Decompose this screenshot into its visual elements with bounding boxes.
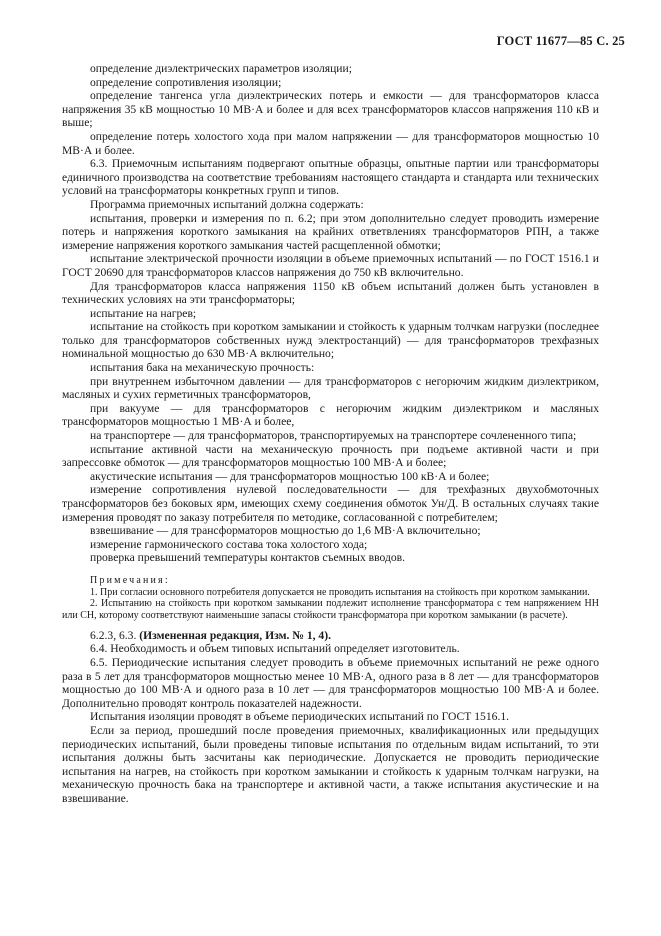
paragraph: проверка превышений температуры контактов съемных вводов. (90, 551, 406, 565)
paragraph: Программа приемочных испытаний должна содержать: (90, 197, 364, 211)
paragraph: Если за период, прошедший после проведения приемочных, квалификационных или предыдущих периодических испытаний, были проведены типовые испытания по отдельным видам испытаний, то эти испытания должны быть засчитаны как периодические. Допускается не проводить периодические испытания на нагрев, на стойкость при коротком замыкании и стойкость к ударным толчкам нагрузки, на механическую прочность бака на транспортере и активной части, а также испытания акустические и на взвешивание. (62, 723, 599, 805)
paragraph: испытание на стойкость при коротком замыкании и стойкость к ударным толчкам нагрузки (последнее только для трансформаторов собственных нужд электростанций) — для трансформаторов трехфазных номинальной мощностью до 630 МВ·А включительно; (62, 320, 599, 361)
page-header: ГОСТ 11677—85 С. 25 (496, 34, 625, 48)
paragraph: измерение сопротивления нулевой последовательности — для трехфазных двухобмоточных трансформаторов без боковых ярм, имеющих схему соединения обмоток Ун/Д. В остальных случаях такие измерения проводят по заказу потребителя по методике, согласованной с потребителем; (62, 483, 599, 524)
document-body (62, 62, 599, 806)
paragraph: 6.4. Необходимость и объем типовых испытаний определяет изготовитель. (90, 642, 460, 656)
paragraph: испытание на нагрев; (90, 306, 197, 320)
paragraph: при вакууме — для трансформаторов с негорючим жидким диэлектриком и масляных трансформаторов мощностью 1 МВ·А и более, (62, 401, 599, 429)
paragraph: Испытания изоляции проводят в объеме периодических испытаний по ГОСТ 1516.1. (90, 710, 510, 724)
paragraph: 6.5. Периодические испытания следует проводить в объеме приемочных испытаний не реже одного раза в 5 лет для трансформаторов мощностью менее 10 МВ·А, одного раза в 8 лет — для трансформаторов мощностью до 100 МВ·А и одного раза в 10 лет — для трансформаторов мощностью 100 МВ·А и более. Дополнительно проводят контроль показателей надежности. (62, 655, 599, 710)
edit-note-bold: (Измененная редакция, Изм. № 1, 4). (139, 628, 331, 642)
paragraph: испытание электрической прочности изоляции в объеме приемочных испытаний — по ГОСТ 1516.1 и ГОСТ 20690 для трансформаторов классов напряжения до 750 кВ включительно. (62, 252, 599, 279)
paragraph: определение потерь холостого хода при малом напряжении — для трансформаторов мощностью 10 МВ·А и более. (62, 129, 599, 157)
paragraph: на транспортере — для трансформаторов, транспортируемых на транспортере сочлененного типа; (90, 429, 577, 443)
notes-heading: Примечания: (90, 574, 170, 586)
note-item: 1. При согласии основного потребителя допускается не проводить испытания на стойкость при коротком замыкании. (90, 586, 590, 598)
paragraph: определение диэлектрических параметров изоляции; (90, 62, 352, 75)
paragraph: испытания бака на механическую прочность: (90, 361, 315, 375)
paragraph: определение тангенса угла диэлектрических потерь и емкости — для трансформаторов класса напряжения 35 кВ мощностью 10 МВ·А и более и для всех трансформаторов классов напряжения 110 кВ и выше; (62, 89, 599, 130)
spacer (62, 622, 599, 629)
paragraph: испытания, проверки и измерения по п. 6.2; при этом дополнительно следует проводить измерение потерь и напряжения короткого замыкания на крайних ответвлениях трансформаторов РПН, а также измерение напряжения короткого замыкания частей расщепленной обмотки; (62, 211, 599, 252)
paragraph: определение сопротивления изоляции; (90, 75, 282, 89)
edit-note (62, 629, 599, 643)
paragraph: Для трансформаторов класса напряжения 1150 кВ объем испытаний должен быть установлен в технических условиях на эти трансформаторы; (62, 279, 599, 307)
paragraph: 6.3. Приемочным испытаниям подвергают опытные образцы, опытные партии или трансформаторы единичного производства на соответствие требованиям настоящего стандарта и стандарта или технических условий на трансформаторы конкретных групп и типов. (62, 157, 599, 198)
paragraph: измерение гармонического состава тока холостого хода; (90, 537, 368, 551)
edit-note-prefix: 6.2.3, 6.3. (90, 628, 140, 642)
paragraph: взвешивание — для трансформаторов мощностью до 1,6 МВ·А включительно; (90, 524, 481, 538)
note-item: 2. Испытанию на стойкость при коротком замыкании подлежит исполнение трансформатора с тем напряжением НН или СН, которому соответствуют наименьшие запасы стойкости трансформатора при коротком замыкании (в расчете). (62, 598, 599, 622)
paragraph: акустические испытания — для трансформаторов мощностью 100 кВ·А и более; (90, 469, 490, 483)
paragraph: испытание активной части на механическую прочность при подъеме активной части и при запрессовке обмоток — для трансформаторов мощностью 100 МВ·А и более; (62, 442, 599, 470)
paragraph: при внутреннем избыточном давлении — для трансформаторов с негорючим жидким диэлектриком, масляных и сухих герметичных трансформаторов, (62, 374, 599, 402)
notes-block (62, 575, 599, 622)
